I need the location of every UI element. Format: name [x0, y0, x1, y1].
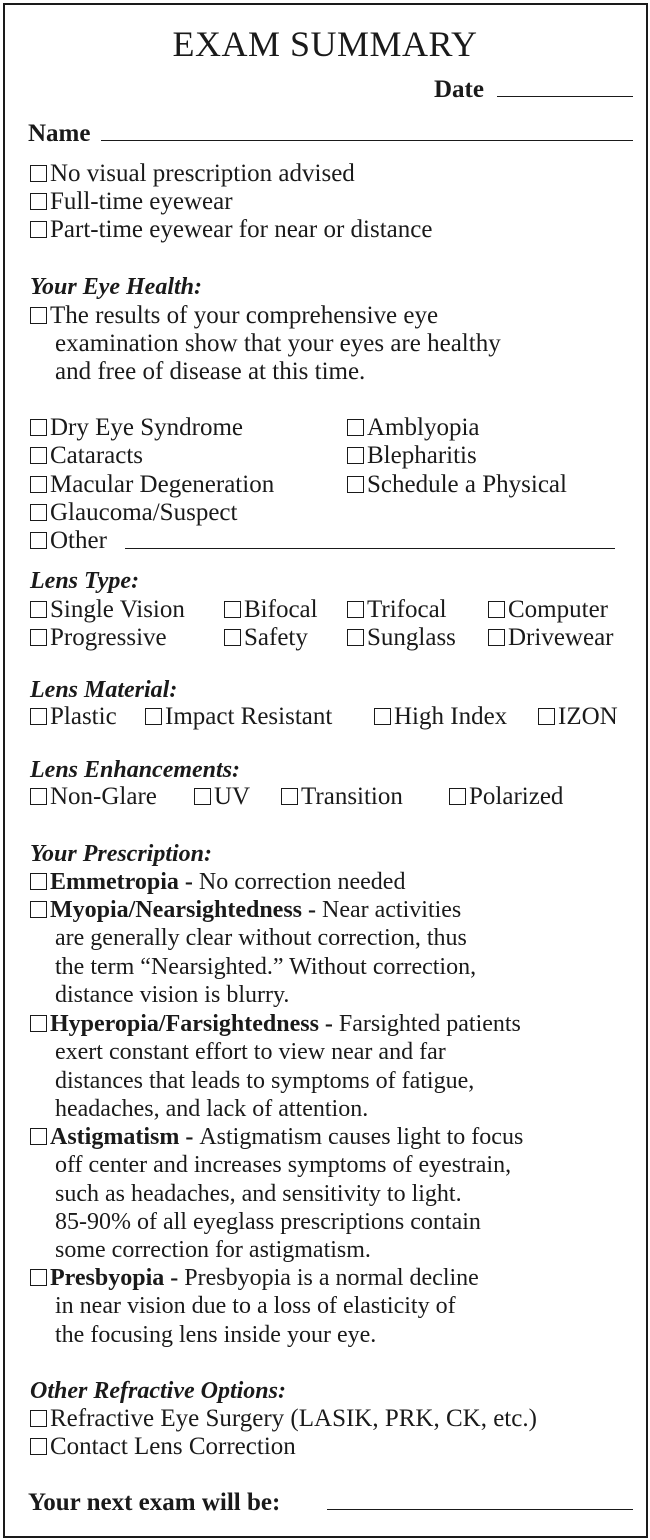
next-exam-field[interactable] — [327, 1509, 633, 1510]
rx-emmetropia — [30, 868, 405, 896]
rx-line: are generally clear without correction, thus — [55, 925, 467, 952]
checkbox[interactable] — [30, 307, 47, 324]
checkbox[interactable] — [30, 901, 47, 918]
condition-blepharitis — [347, 442, 477, 470]
condition-label: Blepharitis — [367, 442, 477, 469]
condition-macular — [30, 471, 274, 499]
refractive-surgery — [30, 1405, 537, 1433]
checkbox[interactable] — [347, 447, 364, 464]
option-label: Plastic — [50, 703, 117, 730]
contact-lens — [30, 1433, 296, 1461]
rx-line: distance vision is blurry. — [55, 981, 290, 1008]
checkbox[interactable] — [488, 629, 505, 646]
rx-description: Astigmatism causes light to focus — [199, 1124, 524, 1150]
condition-amblyopia — [347, 414, 480, 442]
checkbox[interactable] — [30, 873, 47, 890]
material-high-index — [374, 703, 507, 731]
checkbox[interactable] — [30, 193, 47, 210]
option-part-time — [30, 216, 432, 244]
checkbox[interactable] — [30, 601, 47, 618]
option-label: Impact Resistant — [165, 703, 333, 730]
rx-line: headaches, and lack of attention. — [55, 1095, 369, 1122]
rx-line: off center and increases symptoms of eyestrain, — [55, 1152, 512, 1179]
option-label: Progressive — [50, 624, 167, 651]
checkbox[interactable] — [30, 708, 47, 725]
checkbox[interactable] — [224, 629, 241, 646]
checkbox[interactable] — [30, 504, 47, 521]
condition-label: Amblyopia — [367, 414, 480, 441]
option-full-time — [30, 188, 233, 216]
rx-separator: - — [178, 869, 199, 895]
next-exam-label: Your next exam will be: — [28, 1489, 281, 1516]
material-impact — [145, 703, 332, 731]
option-label: Refractive Eye Surgery (LASIK, PRK, CK, etc.) — [50, 1405, 537, 1432]
checkbox[interactable] — [30, 476, 47, 493]
option-label: Safety — [244, 624, 308, 651]
option-label: Non-Glare — [50, 783, 157, 810]
checkbox[interactable] — [30, 1410, 47, 1427]
lens-bifocal — [224, 596, 318, 624]
enhancement-non-glare — [30, 783, 157, 811]
checkbox[interactable] — [374, 708, 391, 725]
checkbox[interactable] — [30, 532, 47, 549]
rx-line: in near vision due to a loss of elasticity of — [55, 1293, 456, 1320]
rx-line: 85-90% of all eyeglass prescriptions contain — [55, 1208, 481, 1235]
condition-label: Schedule a Physical — [367, 471, 567, 498]
rx-separator: - — [179, 1124, 200, 1150]
date-label: Date — [434, 76, 484, 103]
option-label: Part-time eyewear for near or distance — [50, 216, 433, 243]
other-refractive-heading: Other Refractive Options: — [30, 1378, 286, 1404]
lens-computer — [488, 596, 608, 624]
rx-separator: - — [318, 1011, 339, 1037]
date-field[interactable] — [497, 96, 633, 97]
option-label: No visual prescription advised — [50, 160, 355, 187]
checkbox[interactable] — [488, 601, 505, 618]
condition-label: Glaucoma/Suspect — [50, 499, 238, 526]
option-no-prescription — [30, 160, 355, 188]
healthy-line-1: The results of your comprehensive eye — [50, 302, 439, 329]
checkbox[interactable] — [30, 447, 47, 464]
material-izon — [538, 703, 618, 731]
rx-astigmatism — [30, 1123, 523, 1264]
checkbox[interactable] — [347, 419, 364, 436]
condition-label: Macular Degeneration — [50, 471, 275, 498]
option-label: Bifocal — [244, 596, 318, 623]
rx-description: Near activities — [322, 897, 462, 923]
rx-line: distances that leads to symptoms of fatigue, — [55, 1067, 475, 1094]
option-label: IZON — [558, 703, 618, 730]
healthy-line-3: and free of disease at this time. — [55, 358, 366, 385]
enhancement-transition — [281, 783, 403, 811]
lens-single-vision — [30, 596, 185, 624]
condition-label: Dry Eye Syndrome — [50, 414, 244, 441]
rx-term: Astigmatism — [50, 1124, 180, 1150]
option-label: Transition — [301, 783, 403, 810]
rx-term: Myopia/Nearsightedness — [50, 897, 302, 923]
checkbox[interactable] — [347, 476, 364, 493]
name-label: Name — [28, 120, 91, 147]
prescription-heading: Your Prescription: — [30, 841, 213, 867]
condition-physical — [347, 471, 567, 499]
rx-separator: - — [164, 1265, 185, 1291]
name-field[interactable] — [101, 140, 633, 141]
condition-other — [30, 527, 107, 555]
condition-cataracts — [30, 442, 143, 470]
lens-sunglass — [347, 624, 456, 652]
checkbox[interactable] — [145, 708, 162, 725]
enhancement-polarized — [449, 783, 563, 811]
rx-line: the focusing lens inside your eye. — [55, 1321, 377, 1348]
option-label: Sunglass — [367, 624, 456, 651]
checkbox[interactable] — [30, 1438, 47, 1455]
condition-label: Other — [50, 527, 107, 554]
material-plastic — [30, 703, 117, 731]
rx-presbyopia — [30, 1264, 479, 1349]
lens-drivewear — [488, 624, 614, 652]
checkbox[interactable] — [538, 708, 555, 725]
rx-line: the term “Nearsighted.” Without correction, — [55, 953, 477, 980]
other-field[interactable] — [125, 548, 615, 549]
rx-myopia — [30, 896, 476, 1009]
checkbox[interactable] — [347, 629, 364, 646]
checkbox[interactable] — [30, 1128, 47, 1145]
checkbox[interactable] — [30, 629, 47, 646]
rx-line: some correction for astigmatism. — [55, 1237, 371, 1264]
rx-term: Hyperopia/Farsightedness — [50, 1011, 319, 1037]
checkbox[interactable] — [30, 419, 47, 436]
checkbox[interactable] — [30, 221, 47, 238]
eye-health-heading: Your Eye Health: — [30, 274, 202, 300]
rx-description: Presbyopia is a normal decline — [184, 1265, 479, 1291]
healthy-line-2: examination show that your eyes are healthy — [55, 330, 501, 357]
option-label: Polarized — [469, 783, 564, 810]
option-label: Full-time eyewear — [50, 188, 233, 215]
checkbox[interactable] — [30, 165, 47, 182]
option-label: Computer — [508, 596, 608, 623]
lens-trifocal — [347, 596, 447, 624]
rx-description: Farsighted patients — [338, 1011, 521, 1037]
checkbox[interactable] — [224, 601, 241, 618]
enhancement-uv — [194, 783, 250, 811]
checkbox[interactable] — [30, 788, 47, 805]
checkbox[interactable] — [281, 788, 298, 805]
form-title: EXAM SUMMARY — [172, 24, 478, 64]
rx-term: Emmetropia — [50, 869, 179, 895]
condition-dry-eye — [30, 414, 243, 442]
lens-progressive — [30, 624, 167, 652]
rx-term: Presbyopia — [50, 1265, 165, 1291]
option-label: UV — [214, 783, 251, 810]
option-label: High Index — [394, 703, 508, 730]
checkbox[interactable] — [449, 788, 466, 805]
healthy-option — [30, 302, 438, 330]
checkbox[interactable] — [30, 1015, 47, 1032]
rx-line: such as headaches, and sensitivity to light. — [55, 1180, 462, 1207]
checkbox[interactable] — [347, 601, 364, 618]
rx-separator: - — [302, 897, 322, 923]
lens-enhancements-heading: Lens Enhancements: — [30, 757, 241, 783]
checkbox[interactable] — [30, 1269, 47, 1286]
checkbox[interactable] — [194, 788, 211, 805]
option-label: Single Vision — [50, 596, 185, 623]
rx-line: exert constant effort to view near and far — [55, 1039, 446, 1066]
rx-hyperopia — [30, 1010, 521, 1123]
option-label: Drivewear — [508, 624, 614, 651]
rx-description: No correction needed — [198, 869, 406, 895]
condition-glaucoma — [30, 499, 237, 527]
lens-material-heading: Lens Material: — [30, 677, 178, 703]
condition-label: Cataracts — [50, 442, 144, 469]
option-label: Contact Lens Correction — [50, 1433, 296, 1460]
option-label: Trifocal — [367, 596, 447, 623]
lens-safety — [224, 624, 308, 652]
lens-type-heading: Lens Type: — [30, 568, 140, 594]
